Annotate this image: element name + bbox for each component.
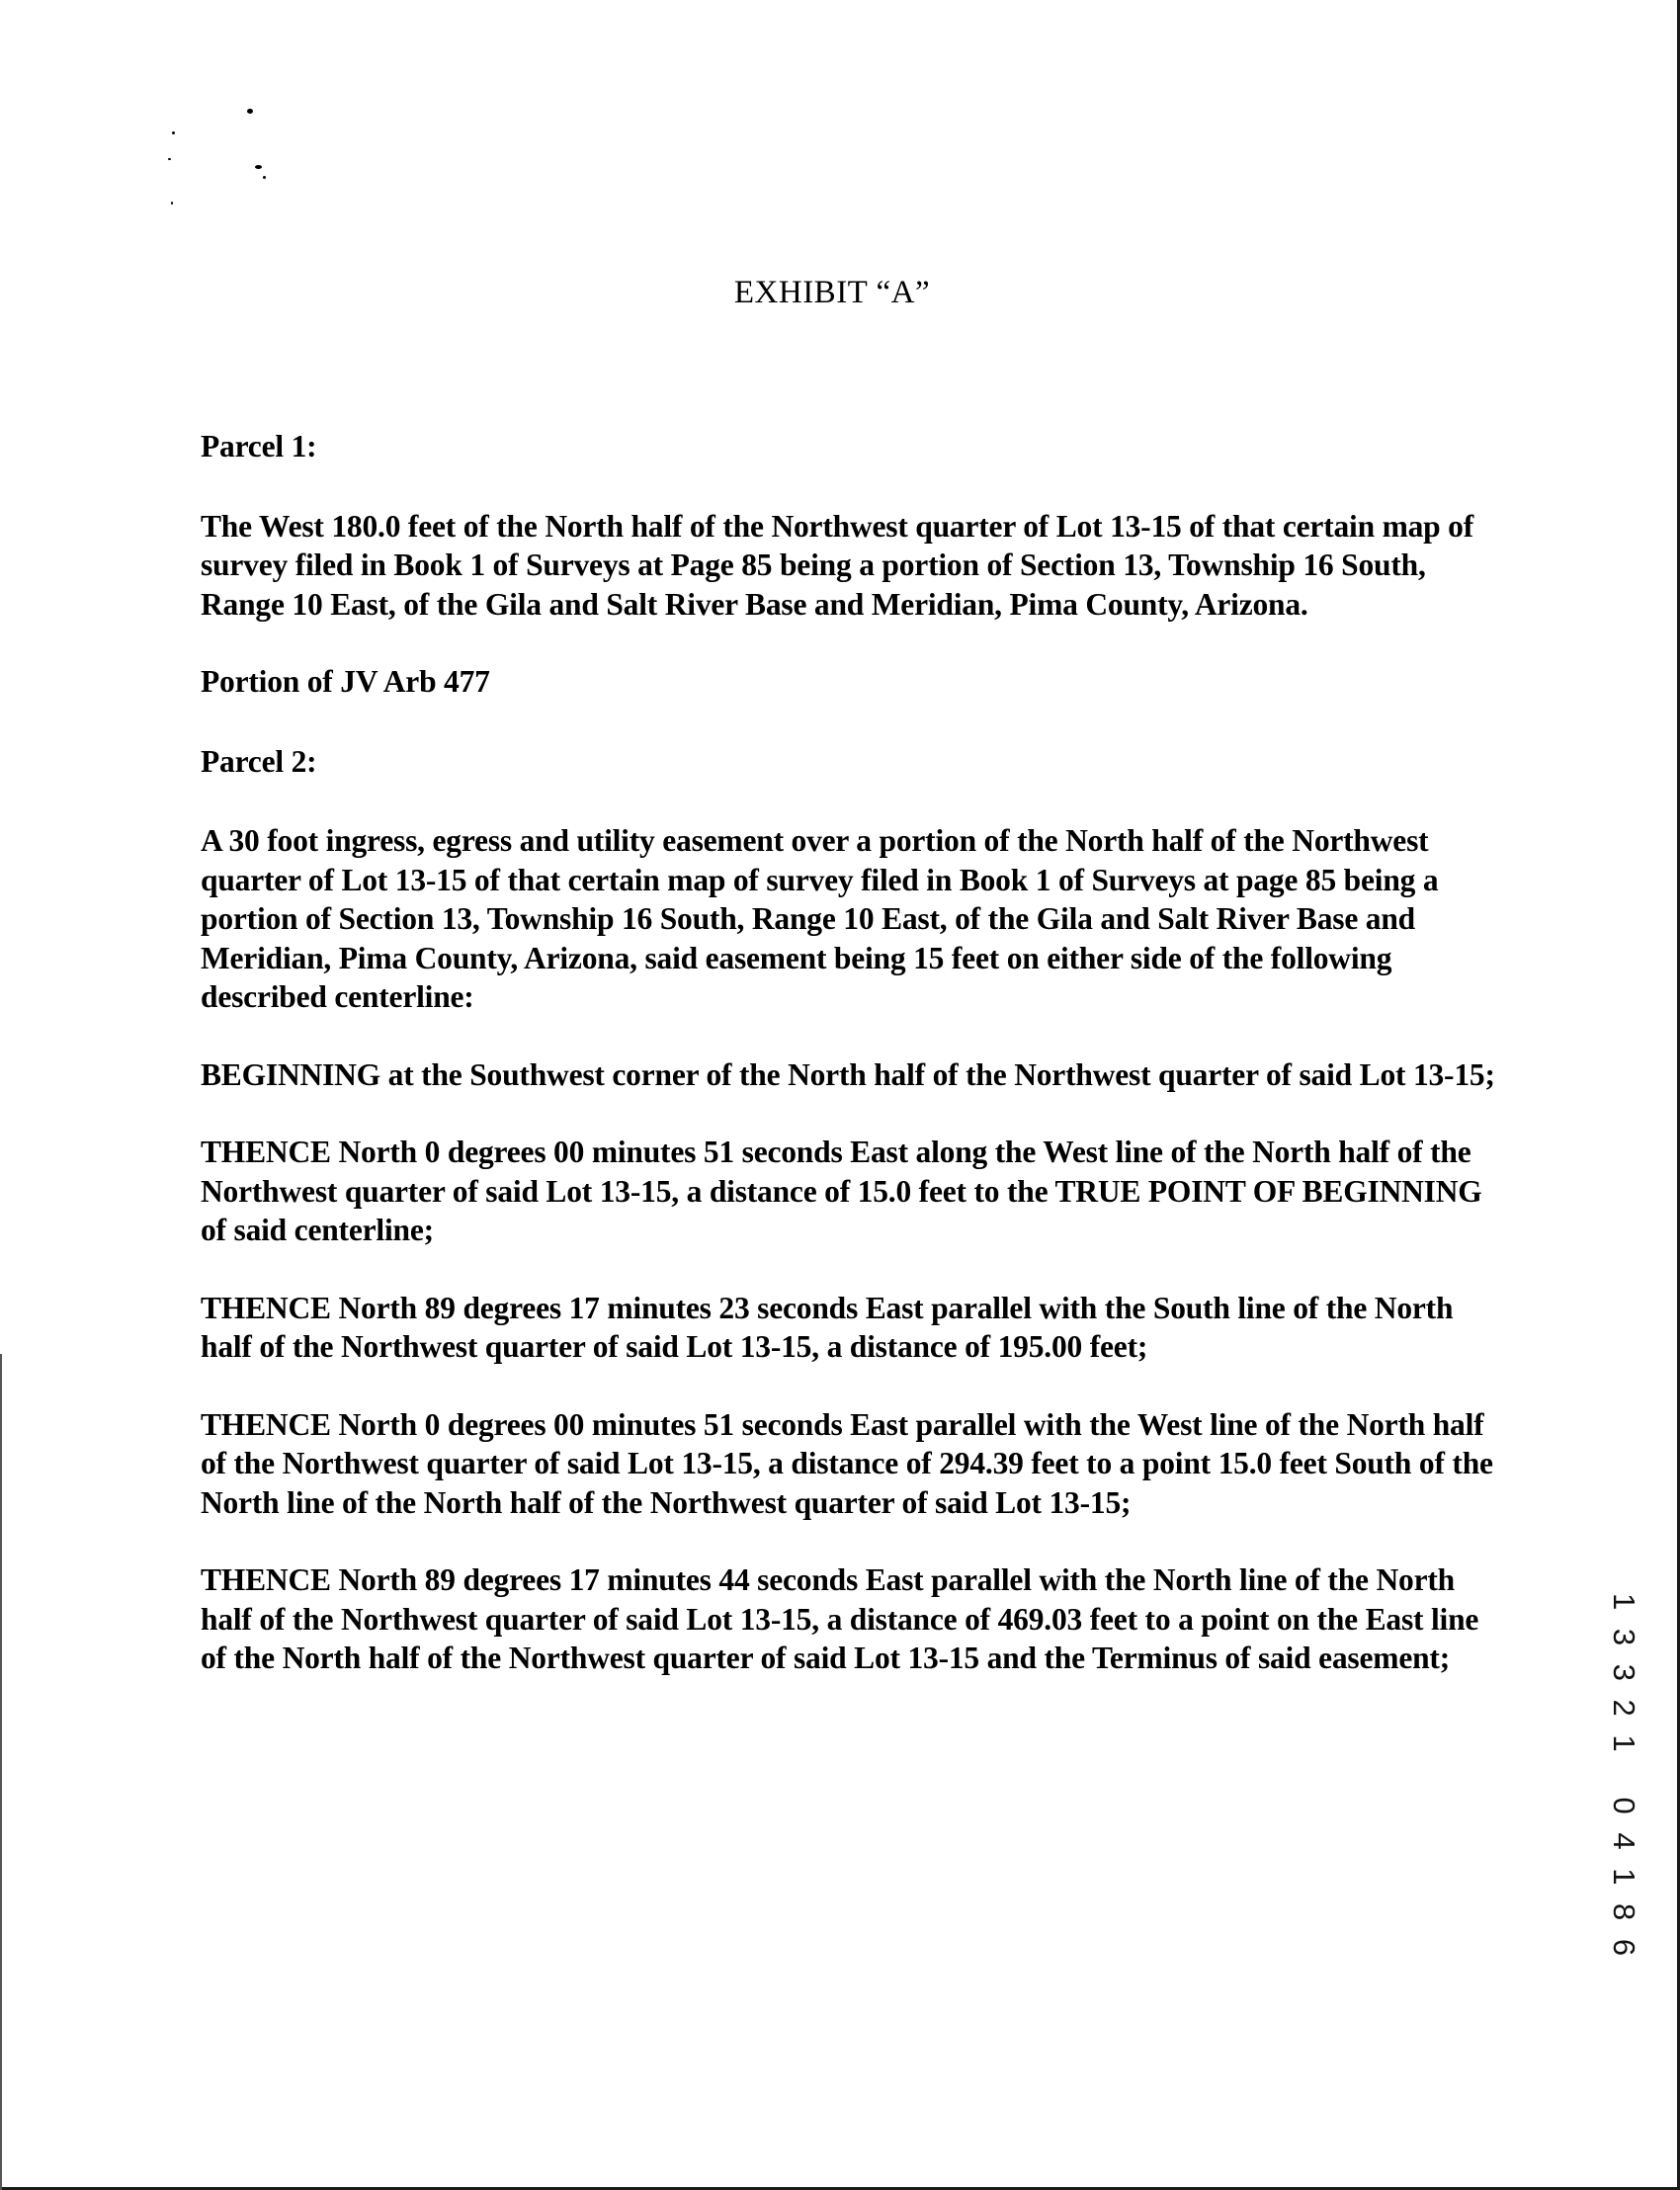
scan-speck xyxy=(171,202,173,205)
parcel-1-heading: Parcel 1: xyxy=(201,429,317,463)
parcel-2-heading: Parcel 2: xyxy=(201,743,317,779)
legal-description xyxy=(201,427,1505,1717)
thence-clause-1: THENCE North 0 degrees 00 minutes 51 seconds East along the West line of the North half of the Northwest quarter of said Lot 13-15, a distance of 15.0 feet to the TRUE POINT OF BEGINNING of said centerline; xyxy=(201,1135,1482,1247)
thence-clause-4: THENCE North 89 degrees 17 minutes 44 seconds East parallel with the North line of the North half of the Northwest quarter of said Lot 13-15, a distance of 469.03 feet to a point on the East line of the North half of the Northwest quarter of said Lot 13-15 and the Terminus of said easement; xyxy=(201,1562,1479,1675)
beginning-clause: BEGINNING at the Southwest corner of the North half of the Northwest quarter of said Lot 13-15; xyxy=(201,1056,1495,1092)
scan-speck xyxy=(255,165,262,169)
parcel-1-description: The West 180.0 feet of the North half of the Northwest quarter of Lot 13-15 of that certain map of survey filed in Book 1 of Surveys at Page 85 being a portion of Section 13, Township 16 South, Range 10 East, of the Gila and Salt River Base and Meridian, Pima County, Arizona. xyxy=(201,508,1474,622)
scan-speck xyxy=(168,158,171,160)
recording-stamp-number: 1 3 3 2 1 0 4 1 8 6 xyxy=(1607,1593,1641,1962)
scan-speck xyxy=(247,109,253,114)
scan-speck xyxy=(263,176,266,179)
portion-note: Portion of JV Arb 477 xyxy=(201,664,490,699)
scan-speck xyxy=(172,131,175,134)
exhibit-title: EXHIBIT “A” xyxy=(733,275,931,310)
parcel-2-description: A 30 foot ingress, egress and utility easement over a portion of the North half of the Northwest quarter of Lot 13-15 of that certain map of survey filed in Book 1 of Surveys at page 85 being a portion of Section 13, Township 16 South, Range 10 East, of the Gila and Salt River Base and Meridian, Pima County, Arizona, said easement being 15 feet on either side of the following described centerline: xyxy=(201,823,1439,1014)
scan-border-left xyxy=(0,1354,2,2190)
thence-clause-2: THENCE North 89 degrees 17 minutes 23 seconds East parallel with the South line of the North half of the Northwest quarter of said Lot 13-15, a distance of 195.00 feet; xyxy=(201,1290,1454,1364)
thence-clause-3: THENCE North 0 degrees 00 minutes 51 seconds East parallel with the West line of the North half of the Northwest quarter of said Lot 13-15, a distance of 294.39 feet to a point 15.0 feet South of the North line of the North half of the Northwest quarter of said Lot 13-15; xyxy=(201,1406,1493,1520)
recording-stamp xyxy=(1607,1593,1641,1962)
